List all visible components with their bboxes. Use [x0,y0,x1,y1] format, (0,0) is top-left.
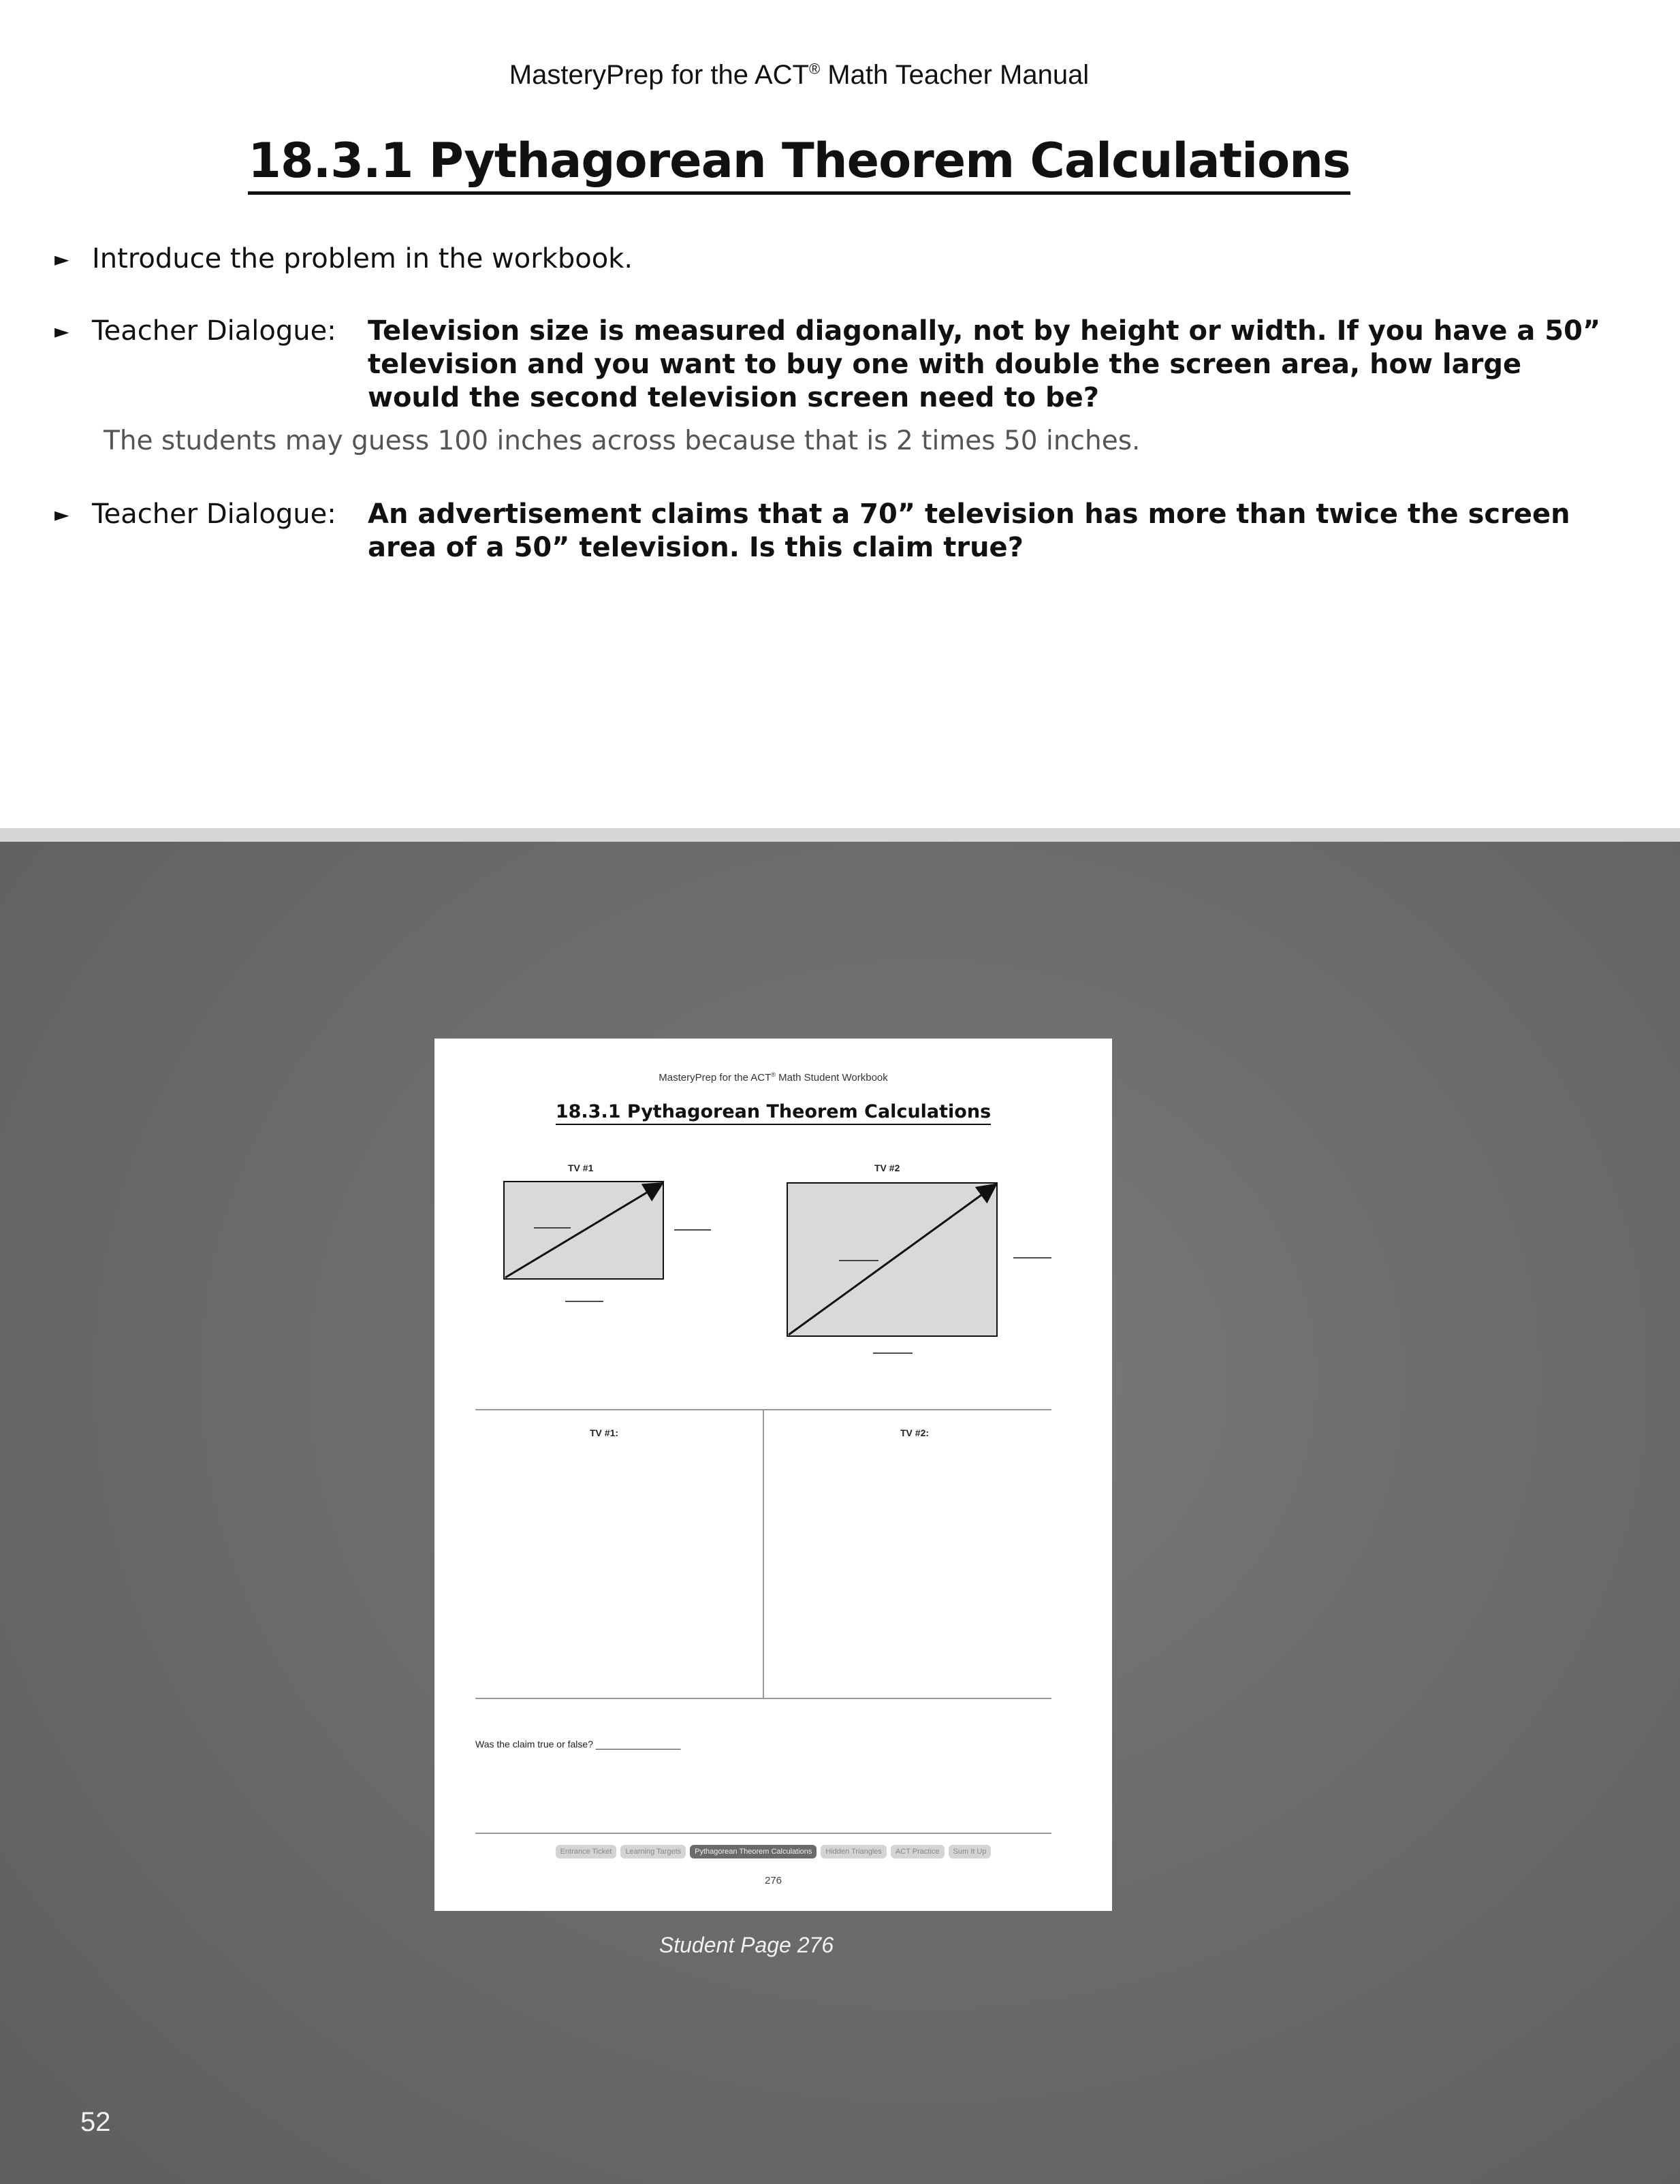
work-tv2-label: TV #2: [900,1427,930,1438]
dialogue-label: Teacher Dialogue: [92,315,336,347]
tv2-label: TV #2 [874,1162,900,1173]
tv2-diagram [787,1183,1051,1353]
claim-question: Was the claim true or false? ________________ [475,1739,681,1750]
bullet-marker-icon: ► [54,503,69,526]
thumbnail-caption: Student Page 276 [659,1933,834,1957]
divider-band [0,828,1680,842]
nav-pill-act-practice: ACT Practice [891,1845,945,1858]
nav-pill-entrance-ticket: Entrance Ticket [556,1845,617,1858]
tv-diagrams [434,1039,1112,1359]
work-area-bottom-rule [475,1698,1051,1699]
bullet-marker-icon: ► [54,320,69,343]
tv1-diagram [504,1182,711,1301]
nav-pill-sum-it-up: Sum It Up [949,1845,992,1858]
work-tv1-label: TV #1: [590,1427,619,1438]
nav-pill-hidden-triangles: Hidden Triangles [821,1845,887,1858]
dialogue-text: An advertisement claims that a 70” television has more than twice the screen area of a 50” television. Is this claim true? [368,498,1570,563]
bullet-text: Introduce the problem in the workbook. [92,243,633,274]
page-number: 52 [80,2107,111,2137]
bullet-marker-icon: ► [54,248,69,270]
dialogue-text: Television size is measured diagonally, not by height or width. If you have a 50” television and you want to buy one with double the screen area, how large would the second television screen need to be? [368,315,1601,413]
workbook-page-number: 276 [764,1875,782,1886]
work-area-divider [763,1409,764,1698]
tv1-label: TV #1 [568,1162,594,1173]
teacher-note: The students may guess 100 inches across because that is 2 times 50 inches. [104,426,1141,456]
student-page-thumbnail [434,1039,1112,1911]
footer-rule [475,1833,1051,1834]
nav-pill-learning-targets: Learning Targets [620,1845,686,1858]
workbook-header: MasteryPrep for the ACT® Math Student Workbook [659,1071,888,1083]
dialogue-label: Teacher Dialogue: [92,498,336,530]
page-title: 18.3.1 Pythagorean Theorem Calculations [0,133,1598,195]
running-header: MasteryPrep for the ACT® Math Teacher Manual [509,60,1090,90]
workbook-title: 18.3.1 Pythagorean Theorem Calculations [434,1101,1112,1125]
nav-pill-pythagorean-calculations: Pythagorean Theorem Calculations [690,1845,817,1858]
workbook-nav [434,1845,1112,1858]
